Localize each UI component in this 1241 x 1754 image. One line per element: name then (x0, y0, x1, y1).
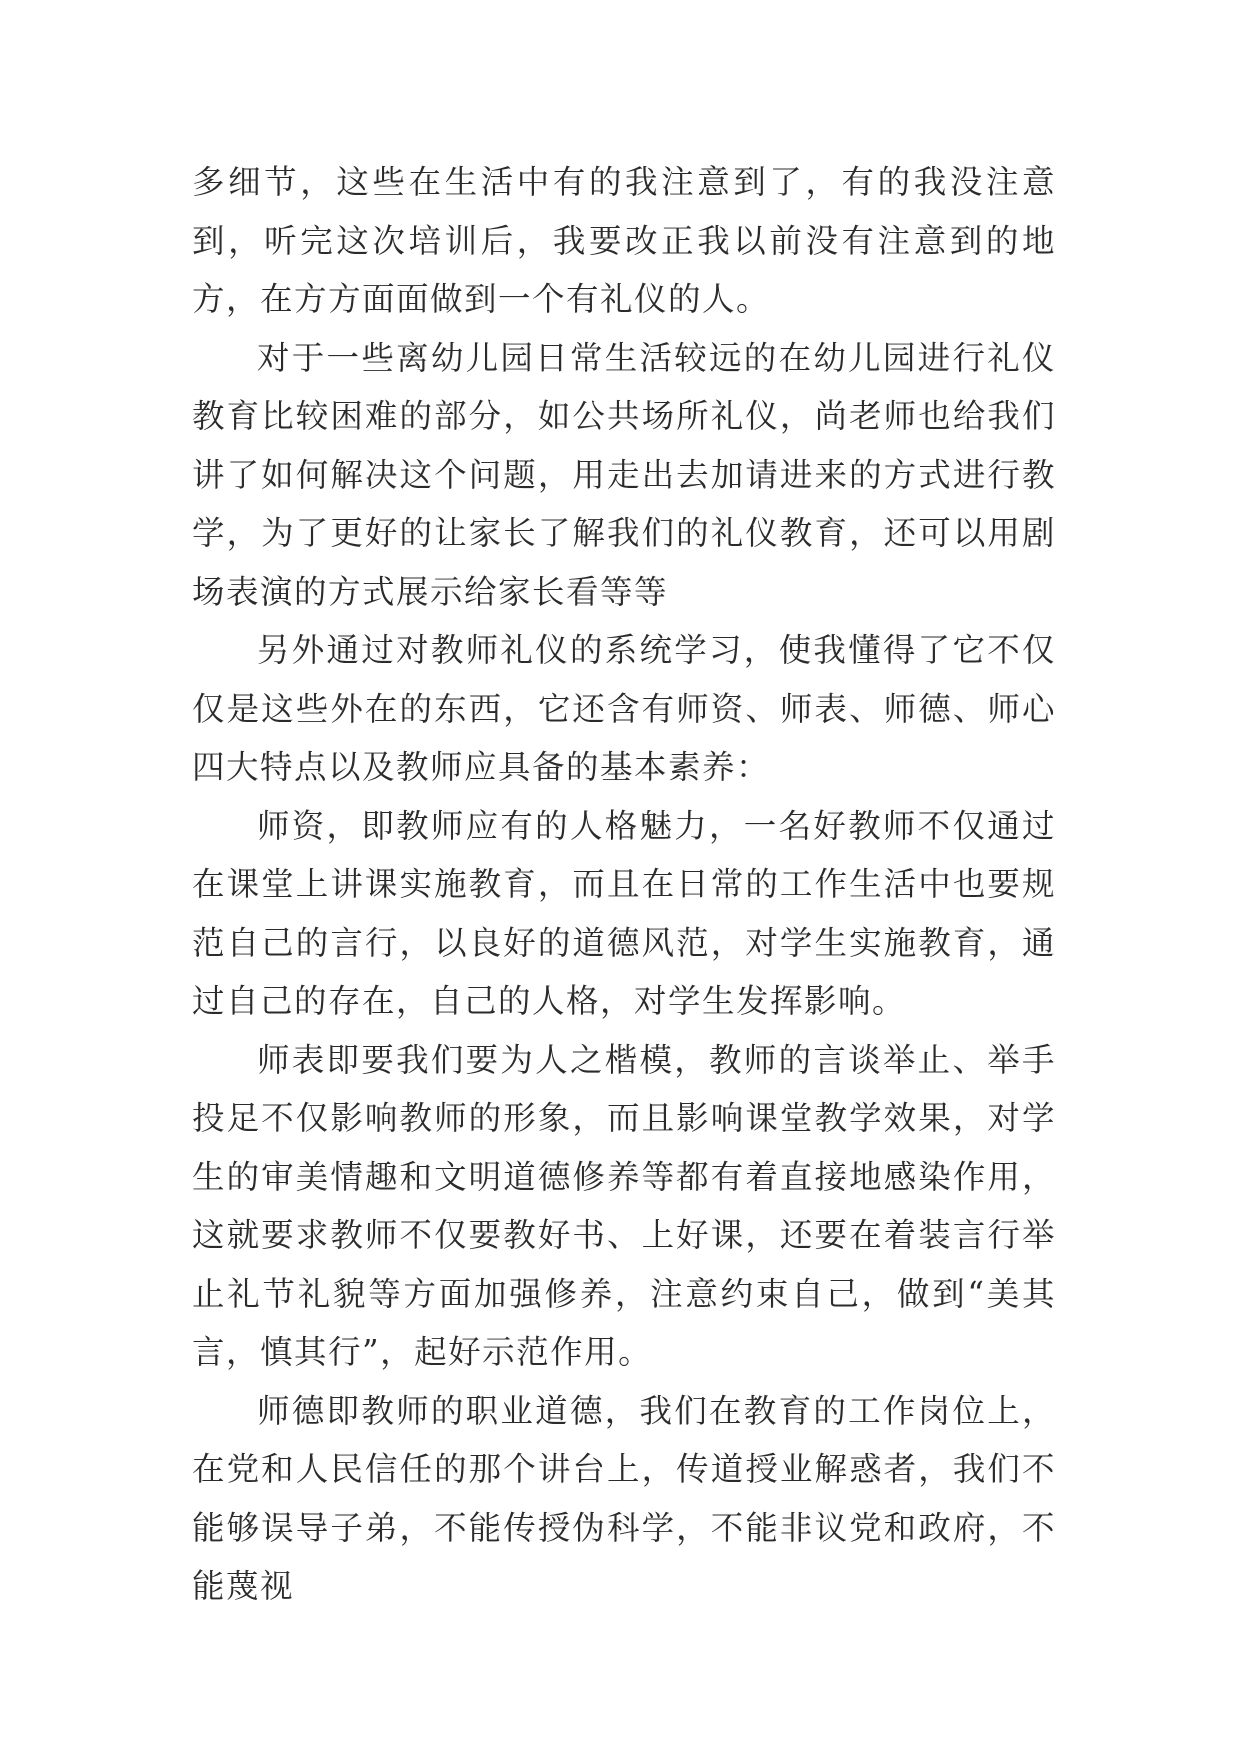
paragraph: 师表即要我们要为人之楷模，教师的言谈举止、举手投足不仅影响教师的形象，而且影响课堂教学效果，对学生的审美情趣和文明道德修养等都有着直接地感染作用，这就要求教师不仅要教好书、上好课，还要在着装言行举止礼节礼貌等方面加强修养，注意约束自己，做到“美其言，慎其行”，起好示范作用。 (192, 1040, 1056, 1371)
document-body (192, 153, 1056, 1616)
paragraph-continuation: 多细节，这些在生活中有的我注意到了，有的我没注意到，听完这次培训后，我要改正我以前没有注意到的地方，在方方面面做到一个有礼仪的人。 (192, 163, 1056, 318)
paragraph: 另外通过对教师礼仪的系统学习，使我懂得了它不仅仅是这些外在的东西，它还含有师资、师表、师德、师心四大特点以及教师应具备的基本素养： (192, 631, 1056, 786)
paragraph: 师德即教师的职业道德，我们在教育的工作岗位上，在党和人民信任的那个讲台上，传道授业解惑者，我们不能够误导子弟，不能传授伪科学，不能非议党和政府，不能蔑视 (192, 1391, 1056, 1605)
paragraph: 师资，即教师应有的人格魅力，一名好教师不仅通过在课堂上讲课实施教育，而且在日常的工作生活中也要规范自己的言行，以良好的道德风范，对学生实施教育，通过自己的存在，自己的人格，对学生发挥影响。 (192, 806, 1056, 1020)
paragraph: 对于一些离幼儿园日常生活较远的在幼儿园进行礼仪教育比较困难的部分，如公共场所礼仪，尚老师也给我们讲了如何解决这个问题，用走出去加请进来的方式进行教学，为了更好的让家长了解我们的礼仪教育，还可以用剧场表演的方式展示给家长看等等 (192, 338, 1056, 611)
